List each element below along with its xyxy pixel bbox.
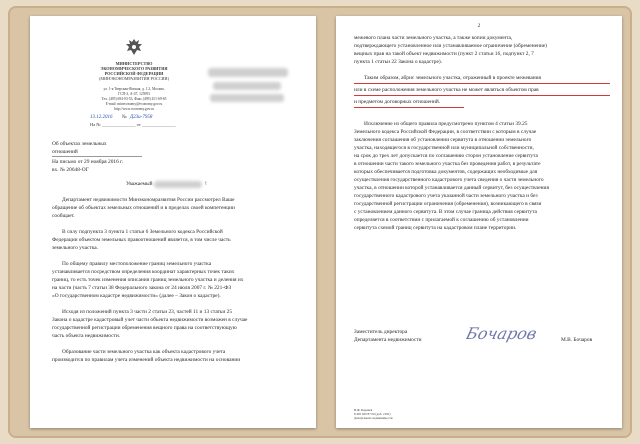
red-underline (354, 83, 610, 84)
paragraph-line: пункта 1 статьи 22 Закона о кадастре). (354, 59, 442, 65)
registration-number: Д23и-7958 (130, 115, 153, 120)
address-line: ул. 1-я Тверская-Ямская, д. 1,3, Москва, (103, 87, 165, 91)
ministry-name-line4: (МИНЭКОНОМРАЗВИТИЯ РОССИИ) (99, 76, 169, 81)
highlighted-line: и предметом договорных отношений. (354, 99, 441, 105)
highlighted-line: или в схеме расположения земельного участка не может являться объектом прав (354, 87, 539, 93)
letter-page-2 (336, 16, 622, 428)
ministry-name-line3: РОССИЙСКОЙ ФЕДЕРАЦИИ (104, 71, 164, 76)
paragraph-line: Исходя из положений пункта 3 части 2 статьи 23, частей 11 и 13 статьи 25 (62, 309, 233, 315)
reply-to-line: На № _______________ от _______________ (90, 122, 176, 127)
paragraph-line: сообщает. (52, 213, 75, 219)
executor-line: Департамент недвижимости (354, 416, 393, 420)
address-line: http://www.economy.gov.ru (114, 107, 154, 111)
paragraph-line: вещных прав на такой объект недвижимости (пункт 2 статьи 16, подпункт 2, 7 (354, 51, 534, 57)
signatory-title: Департамента недвижимости (354, 337, 422, 343)
highlighted-line: Таким образом, абрис земельного участка, отраженный в проекте межевания (364, 75, 541, 81)
subject-line: отношений (52, 149, 78, 155)
redacted-address (213, 82, 281, 90)
paragraph-line: Исключение из общего правила предусмотрено пунктом 4 статьи 39.25 (364, 121, 528, 127)
subject-line: Об объектах земельных (52, 141, 107, 147)
paragraph-line: подтверждающего установленное или устанавливаемое ограничение (обременение) (354, 43, 547, 49)
paragraph-line: часть объекта недвижимости. (52, 333, 121, 339)
red-underline (354, 107, 464, 108)
signatory-name: М.В. Бочаров (561, 337, 593, 343)
paragraph-line: По общему правилу местоположение границ земельного участка (62, 261, 212, 267)
paragraph-line: участка, находящегося в государственной или муниципальной собственности, (354, 145, 534, 151)
paragraph-line: производится по правилам учета изменений объекта недвижимости на основании (52, 357, 241, 363)
redacted-address (210, 94, 284, 102)
paragraph-line: осуществления государственного кадастрового учета сведения о части земельного (354, 177, 544, 183)
address-line: E-mail: mineconomy@economy.gov.ru (105, 102, 163, 106)
paragraph-line: на части (часть 7 статьи 38 Федерального закона от 24 июля 2007 г. № 221-ФЗ (52, 285, 232, 291)
signatory-title: Заместитель директора (354, 329, 408, 335)
ministry-name-line2: ЭКОНОМИЧЕСКОГО РАЗВИТИЯ (100, 66, 168, 71)
reference-line: На письмо от 29 ноября 2016 г. (52, 159, 124, 165)
paragraph-line: в отношении части такого земельного участка без проведения работ, в результате (354, 161, 541, 167)
paragraph-line: с установлением данного сервитута. В этом случае граница действия сервитута (354, 209, 537, 215)
signature-text: Бочаров (466, 324, 539, 343)
russian-coat-of-arms-icon (123, 36, 145, 58)
paragraph-line: которых обеспечивается подготовка документов, содержащих необходимые для (354, 169, 538, 175)
paragraph-line: государственной регистрации обременения вещного права на соответствующую (52, 325, 237, 331)
paragraph-line: Земельного кодекса Российской Федерации, в соответствии с которым в случае (354, 129, 537, 135)
paragraph-line: государственной регистрации ограничения (обременения), возникающего в связи (354, 201, 542, 207)
page-number: 2 (477, 23, 481, 29)
paragraph-line: межевого плана части земельного участка, а также копии документа, (354, 35, 513, 41)
paragraph-line: участка, в отношении которой устанавливается данный сервитут, без осуществления (354, 185, 549, 191)
paragraph-line: сервитута схемой границ сервитута на кадастровом плане территории. (354, 225, 517, 231)
address-line: ГСП-3, А-47, 125993 (118, 92, 150, 96)
paragraph-line: земельного участка. (52, 245, 98, 251)
paragraph-line: Федерации объектом земельных правоотношений является, в том числе часть (52, 237, 231, 243)
registration-date: 13.12.2016 (90, 115, 113, 120)
paragraph-line: обращение об объектах земельных отношений и в пределах своей компетенции (52, 205, 235, 211)
reference-line: вх. № 20648-ОГ (52, 167, 89, 173)
letter-page-1: МИНИСТЕРСТВО ЭКОНОМИЧЕСКОГО РАЗВИТИЯ РОССИЙСКОЙ ФЕДЕРАЦИИ (МИНЭКОНОМРАЗВИТИЯ РОССИИ) ул. 1-я Тверская-Ямская, д. 1,3, Москва, ГСП-3, А-47, 125993 Тел. (495) 694-03-53, Факс (499) 251-69-65 E-mail: mineconomy@economy.gov.ru http://www.economy.gov.ru 13.12.2016 № Д23и-7958 На № _______________ от _______________ Об объектах земельных отношений На письмо от 29 ноября 2016 г. вх. № 20648-ОГ Уважаемый ! Департамент недвижимости Минэкономразвития России рассмотрел Ваше обращение об объектах земельных отношений и в пределах своей компетенции сообщает. В силу подпункта 3 пункта 1 статьи 6 Земельного кодекса Российской Федерации объектом земельных правоотношений является, в том числе часть земельного участка. По общему правилу местоположение границ земельного участка устанавливается посредством определения координат характерных точек таких границ, то есть точек изменения описания границ земельного участка и деления их на части (часть 7 статьи 38 Федерального закона от 24 июля 2007 г. № 221-ФЗ «О государственном кадастре недвижимости» (далее – Закон о кадастре). Исходя из положений пункта 3 части 2 статьи 23, частей 11 и 13 статьи 25 Закона о кадастре кадастровый учет части объекта недвижимости возможен в случае государственной регистрации обременения вещного права на соответствующую часть объекта недвижимости. Образование части земельного участка как объекта кадастрового учета производится по правилам учета изменений объекта недвижимости на основании (30, 16, 316, 428)
paragraph-line: Департамент недвижимости Минэкономразвития России рассмотрел Ваше (62, 197, 235, 203)
paragraph-line: Образование части земельного участка как объекта кадастрового учета (62, 349, 226, 355)
paragraph-line: устанавливается посредством определения координат характерных точек таких (52, 269, 235, 275)
paragraph-line: В силу подпункта 3 пункта 1 статьи 6 Земельного кодекса Российской (62, 229, 223, 235)
paragraph-line: «О государственном кадастре недвижимости» (далее – Закон о кадастре). (52, 293, 221, 299)
red-underline (354, 95, 610, 96)
paragraph-line: на срок до трех лет допускается по соглашению сторон установление сервитута (354, 153, 538, 159)
redacted-recipient (208, 68, 288, 77)
redacted-name (154, 181, 202, 188)
ministry-name-line1: МИНИСТЕРСТВО (115, 61, 153, 66)
greeting: Уважаемый (126, 181, 153, 187)
paragraph-line: границ, то есть точек изменения описания границ земельного участка и деления их (52, 277, 244, 283)
executor-line: В.Ф. Коренев (354, 408, 373, 412)
paragraph-line: Закона о кадастре кадастровый учет части объекта недвижимости возможен в случае (52, 317, 248, 323)
paragraph-line: определяется в соответствии с прилагаемой к соглашению об установлении (354, 217, 529, 223)
paragraph-line: заключения соглашения об установлении сервитута в отношении земельного (354, 137, 532, 143)
handwritten-signature (466, 319, 546, 347)
photo-frame (8, 6, 632, 438)
paragraph-line: государственного кадастрового учета указанной части земельного участка и без (354, 193, 538, 199)
executor-line: 8 495 650 87 00 (доб. 2181) (354, 412, 391, 416)
address-line: Тел. (495) 694-03-53, Факс (499) 251-69-65 (101, 97, 167, 101)
